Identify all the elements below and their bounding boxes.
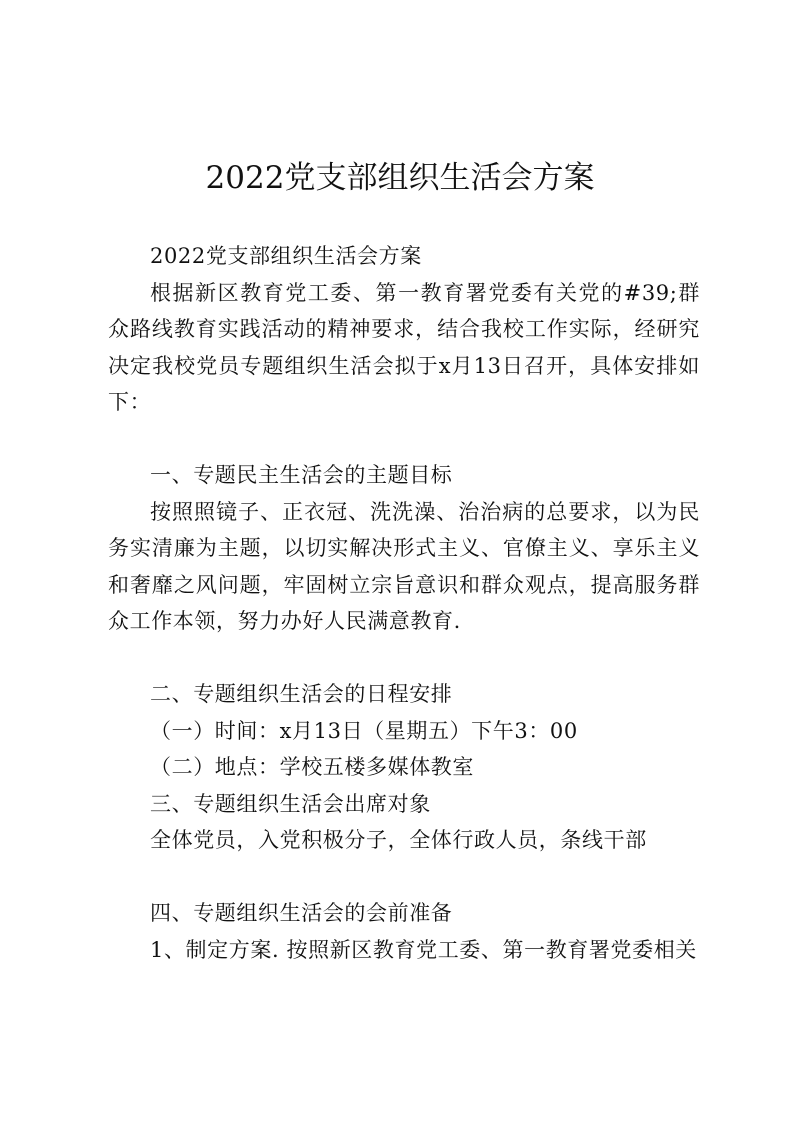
section4-heading: 四、专题组织生活会的会前准备 xyxy=(150,901,453,925)
section2-time-item: （一）时间：x月13日（星期五）下午3：00 xyxy=(150,718,578,743)
section2-heading: 二、专题组织生活会的日程安排 xyxy=(150,682,453,706)
subtitle-paragraph: 2022党支部组织生活会方案 xyxy=(150,244,422,268)
intro-paragraph: 根据新区教育党工委、第一教育署党委有关党的#39;群众路线教育实践活动的精神要求，结合我校工作实际，经研究决定我校党员专题组织生活会拟于x月13日召开，具体安排如下： xyxy=(108,280,700,414)
section3-body: 全体党员，入党积极分子，全体行政人员，条线干部 xyxy=(150,828,647,852)
spacer xyxy=(108,859,700,896)
section2-location-item: （二）地点：学校五楼多媒体教室 xyxy=(150,755,474,779)
section1-heading: 一、专题民主生活会的主题目标 xyxy=(150,463,453,487)
section1-body: 按照照镜子、正衣冠、洗洗澡、治治病的总要求，以为民务实清廉为主题，以切实解决形式主义、官僚主义、享乐主义和奢靡之风问题，牢固树立宗旨意识和群众观点，提高服务群众工作本领，努力办好人民满意教育. xyxy=(108,499,700,633)
spacer xyxy=(108,640,700,677)
spacer xyxy=(108,421,700,458)
document-title: 2022党支部组织生活会方案 xyxy=(205,160,595,196)
section3-heading: 三、专题组织生活会出席对象 xyxy=(150,791,431,816)
section4-item1: 1、制定方案. 按照新区教育党工委、第一教育署党委相关 xyxy=(150,937,697,962)
document-body xyxy=(108,238,700,968)
